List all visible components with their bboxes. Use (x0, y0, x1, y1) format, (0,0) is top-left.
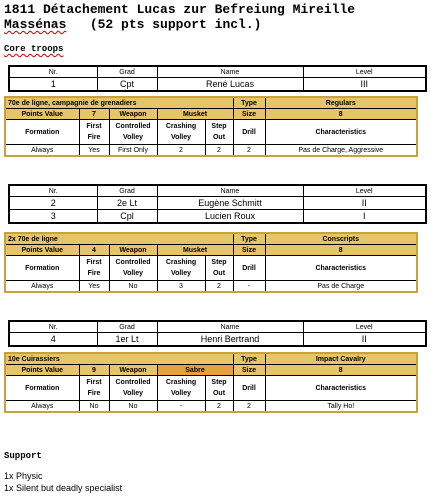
col-crashing-volley: Crashing Volley (157, 120, 205, 145)
col-characteristics: Characteristics (265, 256, 417, 281)
unit-table-2 (4, 232, 418, 293)
cell-drill: 2 (233, 401, 265, 413)
officer-header-row (9, 185, 426, 197)
header-name: Name (157, 321, 303, 333)
officer-level: III (303, 78, 426, 92)
size-value: 8 (265, 365, 417, 376)
title-line-2 (4, 17, 355, 32)
unit-column-headers (5, 120, 417, 145)
officer-grad: 2e Lt (97, 197, 157, 210)
unit-points-row (5, 245, 417, 256)
size-value: 8 (265, 245, 417, 256)
officer-name: Eugène Schmitt (157, 197, 303, 210)
unit-type: Regulars (265, 97, 417, 109)
unit-type: Impact Cavalry (265, 353, 417, 365)
col-step-out: Step Out (205, 376, 233, 401)
officer-row (9, 210, 426, 224)
officer-grad: Cpl (97, 210, 157, 224)
header-nr: Nr. (9, 321, 97, 333)
col-characteristics: Characteristics (265, 376, 417, 401)
title-points: (52 pts support incl.) (66, 17, 262, 32)
header-name: Name (157, 66, 303, 78)
cell-first-fire: No (79, 401, 109, 413)
header-level: Level (303, 321, 426, 333)
core-troops-heading: Core troops (4, 44, 64, 54)
col-step-out: Step Out (205, 120, 233, 145)
weapon-label: Weapon (109, 109, 157, 120)
col-step-out: Step Out (205, 256, 233, 281)
officer-level: II (303, 197, 426, 210)
col-first-fire: First Fire (79, 120, 109, 145)
title-name: Massénas (4, 17, 67, 32)
header-nr: Nr. (9, 185, 97, 197)
officer-nr: 3 (9, 210, 97, 224)
size-label: Size (233, 245, 265, 256)
officer-grad: Cpt (97, 78, 157, 92)
header-name: Name (157, 185, 303, 197)
header-grad: Grad (97, 66, 157, 78)
unit-table-1 (4, 96, 418, 157)
weapon-value: Sabre (157, 365, 233, 376)
officer-nr: 4 (9, 333, 97, 347)
unit-title-row (5, 97, 417, 109)
unit-data-row (5, 281, 417, 293)
cell-crashing: 3 (157, 281, 205, 293)
col-controlled-volley: Controlled Volley (109, 376, 157, 401)
unit-name: 2x 70e de ligne (5, 233, 233, 245)
officer-nr: 1 (9, 78, 97, 92)
cell-characteristics: Tally Ho! (265, 401, 417, 413)
cell-formation: Always (5, 401, 79, 413)
officer-header-row (9, 66, 426, 78)
col-controlled-volley: Controlled Volley (109, 256, 157, 281)
header-nr: Nr. (9, 66, 97, 78)
header-level: Level (303, 66, 426, 78)
unit-type-label: Type (233, 97, 265, 109)
cell-formation: Always (5, 281, 79, 293)
unit-name: 70e de ligne, campagnie de grenadiers (5, 97, 233, 109)
unit-points-row (5, 109, 417, 120)
unit-type-label: Type (233, 233, 265, 245)
officer-table-2 (8, 184, 427, 224)
title-text: 1811 Détachement Lucas zur Befreiung Mireille (4, 2, 356, 17)
unit-data-row (5, 401, 417, 413)
officer-level: II (303, 333, 426, 347)
officer-grad: 1er Lt (97, 333, 157, 347)
officer-header-row (9, 321, 426, 333)
cell-drill: - (233, 281, 265, 293)
col-formation: Formation (5, 376, 79, 401)
cell-crashing: 2 (157, 145, 205, 157)
col-crashing-volley: Crashing Volley (157, 376, 205, 401)
officer-row (9, 197, 426, 210)
weapon-label: Weapon (109, 365, 157, 376)
unit-title-row (5, 233, 417, 245)
points-label: Points Value (5, 365, 79, 376)
officer-row (9, 78, 426, 92)
size-label: Size (233, 365, 265, 376)
unit-points-row (5, 365, 417, 376)
unit-table-3 (4, 352, 418, 413)
size-label: Size (233, 109, 265, 120)
support-heading: Support (4, 451, 42, 461)
weapon-label: Weapon (109, 245, 157, 256)
header-grad: Grad (97, 185, 157, 197)
officer-name: Henri Bertrand (157, 333, 303, 347)
support-item: 1x Physic (4, 471, 43, 481)
points-value: 4 (79, 245, 109, 256)
unit-title-row (5, 353, 417, 365)
header-level: Level (303, 185, 426, 197)
officer-nr: 2 (9, 197, 97, 210)
officer-level: I (303, 210, 426, 224)
cell-crashing: - (157, 401, 205, 413)
col-crashing-volley: Crashing Volley (157, 256, 205, 281)
officer-row (9, 333, 426, 347)
points-label: Points Value (5, 245, 79, 256)
col-first-fire: First Fire (79, 256, 109, 281)
officer-name: Lucien Roux (157, 210, 303, 224)
cell-step-out: 2 (205, 145, 233, 157)
col-controlled-volley: Controlled Volley (109, 120, 157, 145)
weapon-value: Musket (157, 109, 233, 120)
cell-controlled: No (109, 401, 157, 413)
cell-drill: 2 (233, 145, 265, 157)
cell-first-fire: Yes (79, 281, 109, 293)
cell-step-out: 2 (205, 401, 233, 413)
size-value: 8 (265, 109, 417, 120)
document-title (4, 2, 355, 32)
title-line-1 (4, 2, 355, 17)
unit-column-headers (5, 256, 417, 281)
cell-first-fire: Yes (79, 145, 109, 157)
officer-name: René Lucas (157, 78, 303, 92)
cell-step-out: 2 (205, 281, 233, 293)
col-drill: Drill (233, 376, 265, 401)
unit-name: 10e Cuirassiers (5, 353, 233, 365)
unit-data-row (5, 145, 417, 157)
unit-column-headers (5, 376, 417, 401)
col-first-fire: First Fire (79, 376, 109, 401)
weapon-value: Musket (157, 245, 233, 256)
officer-table-3 (8, 320, 427, 347)
col-drill: Drill (233, 256, 265, 281)
points-value: 9 (79, 365, 109, 376)
points-label: Points Value (5, 109, 79, 120)
officer-table-1 (8, 65, 427, 92)
col-drill: Drill (233, 120, 265, 145)
cell-controlled: First Only (109, 145, 157, 157)
cell-characteristics: Pas de Charge (265, 281, 417, 293)
unit-type-label: Type (233, 353, 265, 365)
col-characteristics: Characteristics (265, 120, 417, 145)
cell-formation: Always (5, 145, 79, 157)
header-grad: Grad (97, 321, 157, 333)
cell-controlled: No (109, 281, 157, 293)
support-item: 1x Silent but deadly specialist (4, 483, 123, 493)
col-formation: Formation (5, 256, 79, 281)
points-value: 7 (79, 109, 109, 120)
col-formation: Formation (5, 120, 79, 145)
cell-characteristics: Pas de Charge, Aggressive (265, 145, 417, 157)
unit-type: Conscripts (265, 233, 417, 245)
